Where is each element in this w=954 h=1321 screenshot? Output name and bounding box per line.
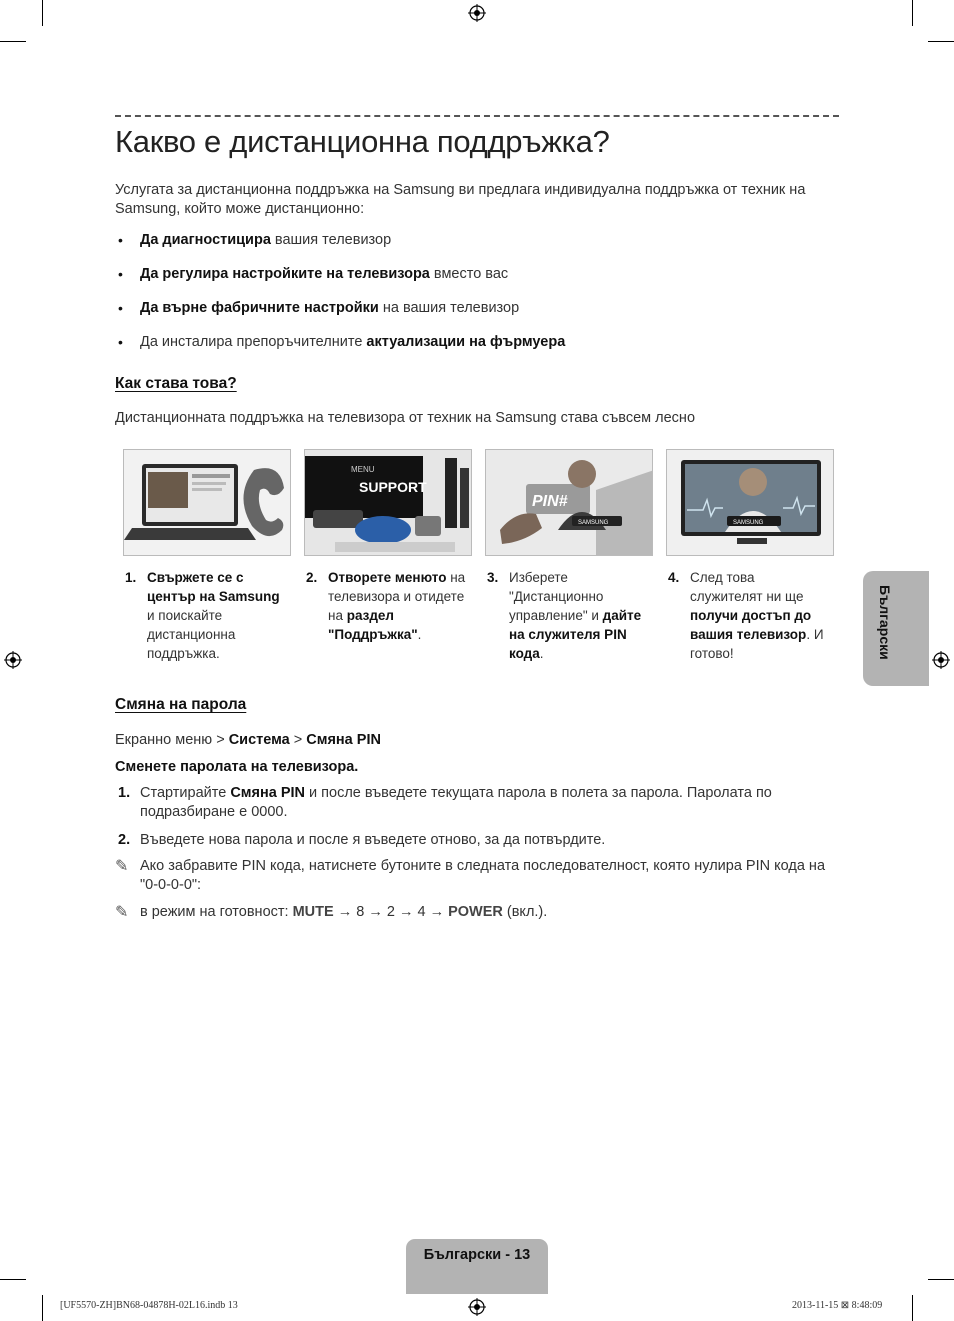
list-item: • Да диагностицира вашия телевизор (118, 231, 838, 265)
crop-mark (0, 1279, 26, 1280)
title-rule (115, 115, 839, 117)
list-item: • Да инсталира препоръчителните актуализации на фърмуера (118, 333, 838, 367)
crop-mark (0, 41, 26, 42)
support-label: SUPPORT (359, 479, 427, 495)
list-item: 2. Въведете нова парола и после я въведете отново, за да потвърдите. (118, 832, 606, 848)
note-item: ✎ Ако забравите PIN кода, натиснете бутоните в следната последователност, която нулира PIN кода на "0-0-0-0": (115, 858, 826, 893)
registration-mark-icon (932, 651, 950, 669)
section-heading-password: Смяна на парола (115, 696, 247, 713)
step-3-illustration (485, 449, 653, 556)
step-1-illustration (123, 449, 291, 556)
note-pencil-icon: ✎ (115, 904, 129, 921)
footer-file-info: [UF5570-ZH]BN68-04878H-02L16.indb 13 (60, 1300, 238, 1311)
step-3-caption: 3. Изберете "Дистанционно управление" и дайте на служителя PIN кода. (487, 570, 642, 661)
step-2-illustration (304, 449, 472, 556)
list-item: 1. Стартирайте Смяна PIN и после въведете текущата парола в полета за парола. Паролата по подразбиране е 0000. (118, 785, 772, 820)
crop-mark (928, 1279, 954, 1280)
footer-timestamp: 2013-11-15 ⊠ 8:48:09 (792, 1300, 883, 1311)
crop-mark (912, 0, 913, 26)
section-heading-how: Как става това? (115, 375, 237, 392)
section-text-how: Дистанционната поддръжка на телевизора от техник на Samsung става съвсем лесно (115, 410, 696, 426)
brand-label: SAMSUNG (733, 520, 764, 526)
list-item: • Да регулира настройките на телевизора вместо вас (118, 265, 838, 299)
list-item: • Да върне фабричните настройки на вашия телевизор (118, 299, 838, 333)
registration-mark-icon (4, 651, 22, 669)
crop-mark (912, 1295, 913, 1321)
language-side-tab: Български (863, 571, 929, 686)
crop-mark (42, 1295, 43, 1321)
page-title: Какво е дистанционна поддръжка? (115, 124, 610, 159)
step-2-caption: 2. Отворете менюто на телевизора и отидете на раздел "Поддръжка". (306, 570, 466, 642)
registration-mark-icon (468, 4, 486, 22)
page-number-badge: Български - 13 (406, 1239, 548, 1294)
menu-label: MENU (351, 465, 375, 474)
step-4-illustration (666, 449, 834, 556)
crop-mark (42, 0, 43, 26)
subheading: Сменете паролата на телевизора. (115, 759, 359, 775)
menu-path: Екранно меню > Система > Смяна PIN (115, 732, 381, 748)
crop-mark (928, 41, 954, 42)
intro-paragraph: Услугата за дистанционна поддръжка на Samsung ви предлага индивидуална поддръжка от техник на Samsung, който може дистанционно: (115, 182, 806, 217)
note-item: ✎ в режим на готовност: MUTE → 8 → 2 → 4 → POWER (вкл.). (115, 904, 548, 921)
step-4-caption: 4. След това служителят ни ще получи достъп до вашия телевизор. И готово! (668, 570, 824, 661)
registration-mark-icon (468, 1298, 486, 1316)
pin-label: PIN# (532, 493, 568, 510)
brand-label: SAMSUNG (578, 520, 609, 526)
step-1-caption: 1. Свържете се с център на Samsung и поискайте дистанционна поддръжка. (125, 570, 280, 661)
note-pencil-icon: ✎ (115, 858, 129, 875)
feature-list (118, 231, 838, 367)
